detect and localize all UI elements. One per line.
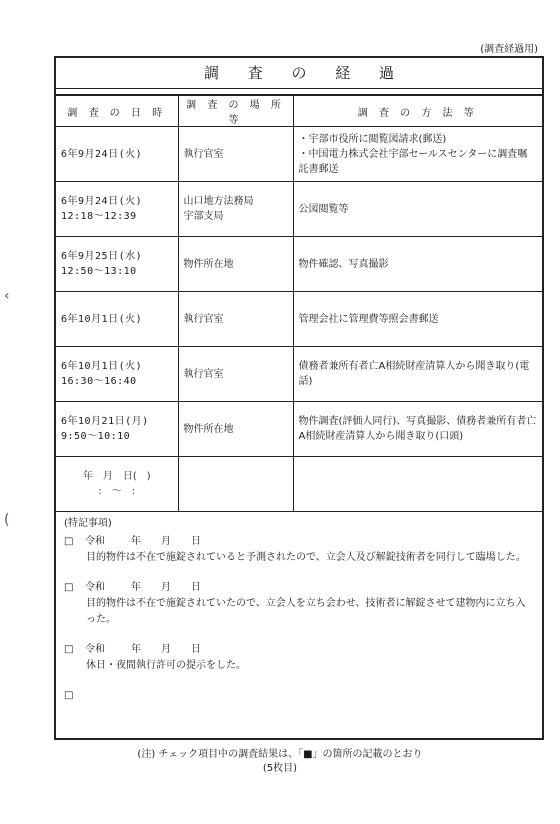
investigation-place: 山口地方法務局 宇部支局 — [178, 182, 293, 237]
note-item — [64, 534, 534, 566]
special-notes-title: (特記事項) — [64, 518, 112, 529]
note-item — [64, 688, 534, 704]
investigation-date: 6年10月1日(火) — [61, 313, 143, 325]
investigation-method: 公図閲覧等 — [293, 182, 542, 237]
investigation-date: 6年9月24日(火) — [61, 148, 143, 160]
checkbox[interactable]: □ — [64, 644, 74, 655]
special-notes — [56, 512, 542, 722]
binding-mark: ‹ — [4, 288, 10, 304]
note-item — [64, 642, 534, 674]
header-method: 調 査 の 方 法 等 — [293, 96, 542, 127]
date-fields: 年 月 日 — [131, 536, 201, 547]
investigation-time: 16:30〜16:40 — [61, 376, 137, 387]
header-place: 調 査 の 場 所 等 — [178, 96, 293, 127]
table-row — [56, 402, 542, 457]
checkbox[interactable]: □ — [64, 690, 74, 701]
investigation-method: 債務者兼所有者亡A相続財産清算人から聞き取り(電話) — [293, 347, 542, 402]
note-header — [64, 580, 534, 596]
table-header-row — [56, 96, 542, 127]
investigation-datetime — [56, 347, 178, 402]
form-frame — [54, 56, 544, 740]
note-header — [64, 534, 534, 550]
table-row — [56, 237, 542, 292]
investigation-method: 物件調査(評価人同行)、写真撮影、債務者兼所有者亡A相続財産清算人から聞き取り(口頭) — [293, 402, 542, 457]
era-label: 令和 — [85, 536, 105, 547]
note-text: 目的物件は不在で施錠されていると予測されたので、立会人及び解錠技術者を同行して臨場した。 — [86, 552, 526, 563]
blank-method — [293, 457, 542, 512]
investigation-method: ・宇部市役所に閲覧図請求(郵送) ・中国電力株式会社宇部セールスセンターに調査嘱託書郵送 — [293, 127, 542, 182]
investigation-date: 6年10月1日(火) — [61, 361, 143, 372]
table-row — [56, 182, 542, 237]
investigation-place: 執行官室 — [178, 347, 293, 402]
note-header — [64, 688, 534, 704]
footnote-text: (注) チェック項目中の調査結果は、「■」の箇所の記載のとおり — [137, 749, 423, 760]
era-label: 令和 — [85, 644, 105, 655]
investigation-datetime — [56, 402, 178, 457]
footnote — [0, 748, 560, 776]
blank-date: 年 月 日( ) — [82, 471, 151, 482]
note-header — [64, 642, 534, 658]
investigation-place: 物件所在地 — [178, 237, 293, 292]
investigation-date: 6年9月25日(水) — [61, 251, 143, 262]
investigation-date: 6年9月24日(火) — [61, 196, 143, 207]
investigation-place: 執行官室 — [178, 127, 293, 182]
investigation-datetime — [56, 292, 178, 347]
investigation-datetime — [56, 182, 178, 237]
header-datetime: 調 査 の 日 時 — [56, 96, 178, 127]
document-title: 調 査 の 経 過 — [56, 58, 542, 89]
investigation-method: 管理会社に管理費等照会書郵送 — [293, 292, 542, 347]
era-label: 令和 — [85, 582, 105, 593]
form-type-label: (調査経過用) — [480, 44, 538, 55]
investigation-place: 物件所在地 — [178, 402, 293, 457]
date-fields: 年 月 日 — [131, 582, 201, 593]
note-text: 休日・夜間執行許可の提示をした。 — [86, 660, 246, 671]
checkbox[interactable]: □ — [64, 536, 74, 547]
investigation-datetime — [56, 237, 178, 292]
investigation-datetime — [56, 127, 178, 182]
table-row — [56, 292, 542, 347]
investigation-table — [56, 95, 542, 512]
table-row — [56, 347, 542, 402]
investigation-time: 9:50〜10:10 — [61, 431, 131, 442]
investigation-time: 12:50〜13:10 — [61, 266, 137, 277]
investigation-time: 12:18〜12:39 — [61, 211, 137, 222]
page-number: (5枚目) — [262, 763, 298, 774]
investigation-place: 執行官室 — [178, 292, 293, 347]
blank-datetime — [56, 457, 178, 512]
table-row — [56, 127, 542, 182]
table-row-blank — [56, 457, 542, 512]
blank-place — [178, 457, 293, 512]
date-fields: 年 月 日 — [131, 644, 201, 655]
note-item — [64, 580, 534, 628]
binding-mark: ( — [4, 512, 10, 528]
investigation-method: 物件確認、写真撮影 — [293, 237, 542, 292]
checkbox[interactable]: □ — [64, 582, 74, 593]
note-text: 目的物件は不在で施錠されていたので、立会人を立ち会わせ、技術者に解錠させて建物内に立ち入った。 — [86, 598, 526, 625]
investigation-date: 6年10月21日(月) — [61, 416, 149, 427]
blank-time: : 〜 : — [98, 486, 136, 497]
